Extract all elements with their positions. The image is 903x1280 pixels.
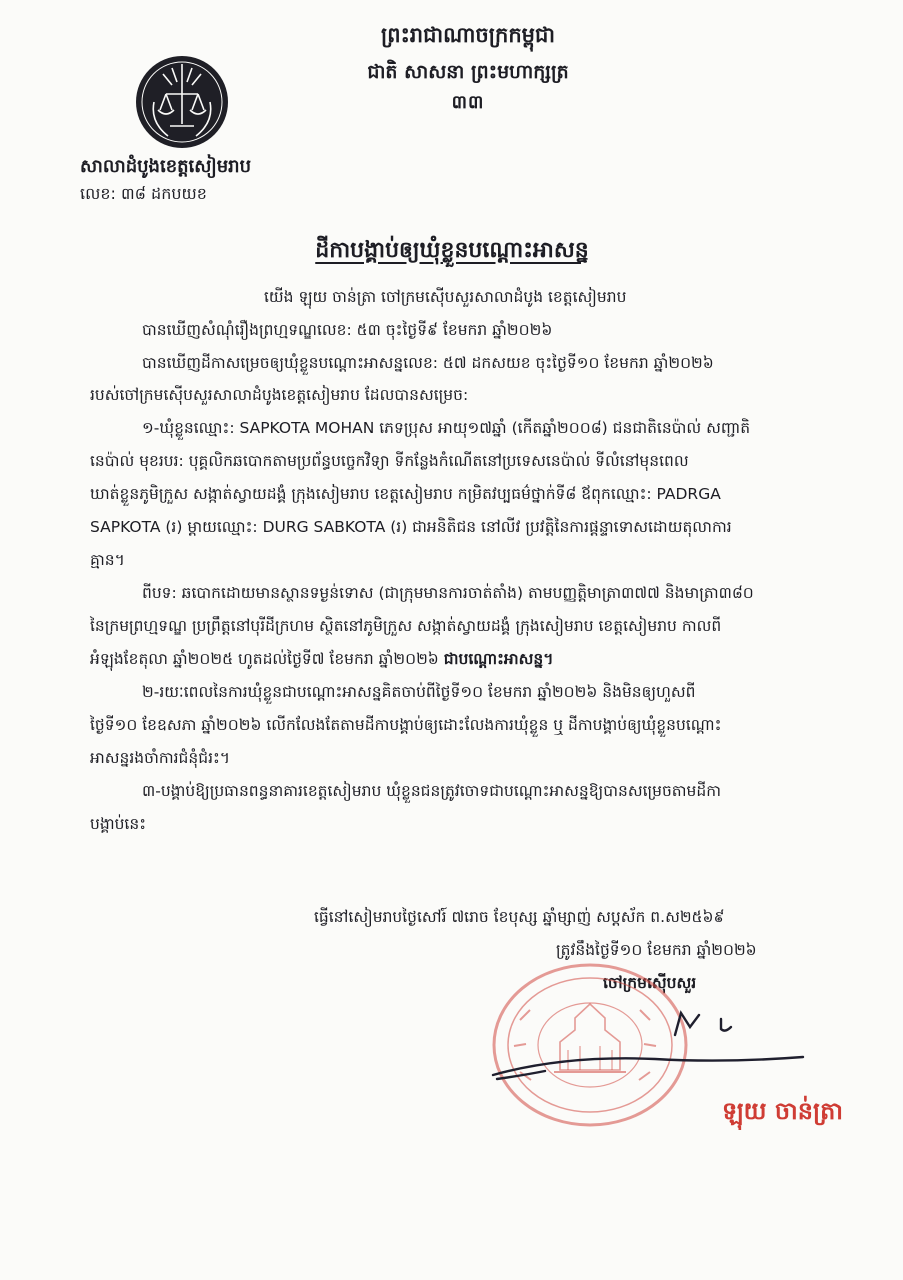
item2-line2: ថ្ងៃទី១០ ខែឧសភា ឆ្នាំ២០២៦ លើកលែងតែតាមដីកាបង្គាប់ឲ្យដោះលែងការឃុំខ្លួន ឬ ដីកាបង្គាប់ឲ្យឃុំខ្លួនបណ្តោះ [90, 716, 722, 734]
item3-line1: ៣-បង្គាប់ឱ្យប្រធានពន្ធនាគារខេត្តសៀមរាប ឃុំខ្លួនជនត្រូវចោទជាបណ្តោះអាសន្នឱ្យបានសម្រេចតាមដីកា [142, 782, 721, 800]
national-motto: ជាតិ សាសនា ព្រះមហាក្សត្រ [367, 61, 569, 83]
provisional-emphasis: ជាបណ្តោះអាសន្ន។ [443, 650, 554, 668]
court-emblem-icon [132, 52, 232, 152]
item3-line2: បង្គាប់នេះ [90, 815, 147, 833]
intro-line: យើង ឡុយ ចាន់ត្រា ចៅក្រមស៊ើបសួរសាលាដំបូង ខេត្តសៀមរាប [264, 288, 627, 306]
court-name: សាលាដំបូងខេត្តសៀមរាប [80, 156, 252, 177]
signer-name-stamp: ឡុយ ចាន់ត្រា [722, 1097, 843, 1125]
charge-line1: ពីបទ: ឆបោកដោយមានស្ថានទម្ងន់ទោស (ជាក្រុមមានការចាត់តាំង) តាមបញ្ញត្តិមាត្រា៣៧៧ និងមាត្រា៣៨០ [142, 584, 754, 602]
item1-line1: ១-ឃុំខ្លួនឈ្មោះ: SAPKOTA MOHAN ភេទប្រុស អាយុ១៧ឆ្នាំ (កើតឆ្នាំ២០០៨) ជនជាតិនេប៉ាល់ សញ្ជាតិ [142, 419, 751, 437]
kingdom-heading: ព្រះរាជាណាចក្រកម្ពុជា [380, 23, 556, 47]
prior-decision-line: បានឃើញដីកាសម្រេចឲ្យឃុំខ្លួនបណ្តោះអាសន្នលេខ: ៥៧ ដកសយខ ចុះថ្ងៃទី១០ ខែមករា ឆ្នាំ២០២៦ [142, 354, 714, 372]
case-file-line: បានឃើញសំណុំរឿងព្រហ្មទណ្ឌលេខ: ៥៣ ចុះថ្ងៃទី៩ ខែមករា ឆ្នាំ២០២៦ [142, 321, 553, 339]
document-title: ដីកាបង្គាប់ឲ្យឃុំខ្លួនបណ្តោះអាសន្ន [315, 238, 589, 263]
prior-decision-line-2: របស់ចៅក្រមស៊ើបសួរសាលាដំបូងខេត្តសៀមរាប ដែលបានសម្រេច: [90, 386, 469, 404]
charge-line2: នៃក្រមព្រហ្មទណ្ឌ ប្រព្រឹត្តនៅបុរីដីក្រហម ស្ថិតនៅភូមិក្រួស សង្កាត់ស្វាយដង្គំ ក្រុងសៀមរាប ខេត្តសៀមរាប កាលពី [90, 617, 722, 635]
lunar-date: ធ្វើនៅសៀមរាបថ្ងៃសៅរ៍ ៧រោច ខែបុស្ស ឆ្នាំម្សាញ់ សប្តស័ក ព.ស២៥៦៩ [314, 908, 725, 926]
reference-number: លេខ: ៣៨ ដកបយខ [80, 184, 207, 203]
item1-line2: នេប៉ាល់ មុខរបរ: បុគ្គលិកឆបោកតាមប្រព័ន្ធបច្ចេកវិទ្យា ទីកន្លែងកំណើតនៅប្រទេសនេប៉ាល់ ទីលំនៅមុនពេល [90, 452, 689, 470]
item2-line3: អាសន្នរងចាំការជំនុំជំរះ។ [90, 749, 231, 767]
header-ornament: ៣៣ [451, 92, 485, 113]
item2-line1: ២-រយៈពេលនៃការឃុំខ្លួនជាបណ្តោះអាសន្នគិតចាប់ពីថ្ងៃទី១០ ខែមករា ឆ្នាំ២០២៦ និងមិនឲ្យហួសពី [142, 683, 696, 701]
solar-date: ត្រូវនឹងថ្ងៃទី១០ ខែមករា ឆ្នាំ២០២៦ [556, 941, 757, 959]
handwritten-signature [485, 1005, 815, 1095]
charge-period-text: អំឡុងខែតុលា ឆ្នាំ២០២៥ ហូតដល់ថ្ងៃទី៧ ខែមករា ឆ្នាំ២០២៦ [90, 650, 439, 668]
item1-line3: ឃាត់ខ្លួនភូមិក្រួស សង្កាត់ស្វាយដង្គំ ក្រុងសៀមរាប ខេត្តសៀមរាប កម្រិតវប្បធម៌ថ្នាក់ទី៨ ឪពុកឈ្មោះ: PADRGA [90, 485, 721, 503]
item1-line4: SAPKOTA (រ) ម្ដាយឈ្មោះ: DURG SABKOTA (រ) ជាអនិតិជន នៅលីវ ប្រវត្តិនៃការផ្តន្ទាទោសដោយតុលាការ [90, 518, 732, 536]
signer-title: ចៅក្រមស៊ើបសួរ [603, 974, 697, 992]
item1-line5: គ្មាន។ [90, 551, 125, 569]
charge-line3 [90, 649, 553, 672]
